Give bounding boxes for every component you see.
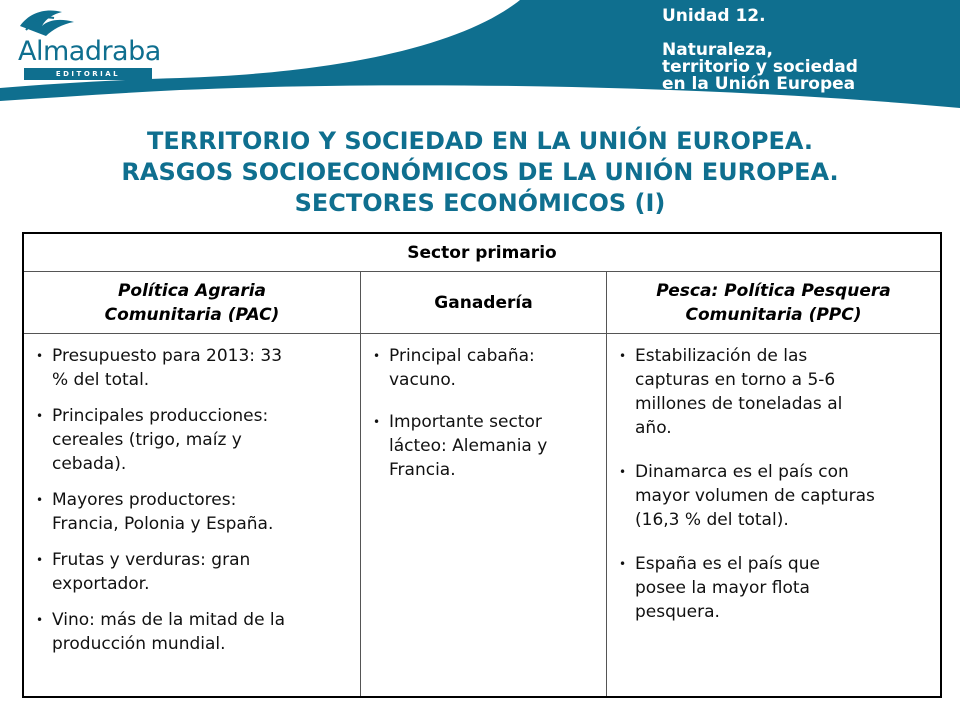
list-item-line: • Vino: más de la mitad de la (52, 610, 286, 630)
unit-label: Unidad 12. (662, 6, 766, 26)
list-item-line: pesquera. (635, 602, 720, 622)
list-item-line: • Frutas y verduras: gran (52, 550, 251, 570)
list-item (32, 404, 352, 476)
list-item-line: (16,3 % del total). (635, 510, 789, 530)
title-line: SECTORES ECONÓMICOS (I) (294, 189, 666, 217)
list-item (32, 344, 352, 392)
column-header-ppc (606, 272, 940, 334)
list-item-line: posee la mayor flota (635, 578, 810, 598)
logo-subtitle: EDITORIAL (24, 68, 152, 80)
column-header-line: Comunitaria (PAC) (104, 304, 280, 325)
list-item-line: capturas en torno a 5-6 (635, 370, 836, 390)
unit-subtitle-line: territorio y sociedad (662, 57, 858, 77)
sector-table (22, 232, 942, 698)
list-item-line: vacuno. (389, 370, 456, 390)
bullet-list (369, 344, 598, 482)
sector-header: Sector primario (24, 234, 940, 272)
column-header-line: Comunitaria (PPC) (685, 304, 862, 325)
list-item-line: % del total. (52, 370, 150, 390)
title-line: RASGOS SOCIOECONÓMICOS DE LA UNIÓN EUROPEA. (121, 158, 839, 186)
list-item (369, 410, 598, 482)
list-item-line: • Principales producciones: (52, 406, 269, 426)
bullet-list (615, 344, 932, 624)
list-item-line: lácteo: Alemania y (389, 436, 548, 456)
list-item-line: año. (635, 418, 672, 438)
bullet-list (32, 344, 352, 656)
page-title (0, 126, 960, 219)
column-header-ganaderia (360, 272, 606, 334)
list-item (32, 608, 352, 656)
publisher-logo (18, 6, 161, 78)
column-body-ppc (606, 334, 940, 696)
list-item-line: producción mundial. (52, 634, 226, 654)
list-item-line: millones de toneladas al (635, 394, 843, 414)
logo-wordmark: Almadraba (18, 36, 161, 67)
list-item-line: mayor volumen de capturas (635, 486, 875, 506)
logo-wave-icon (18, 6, 78, 38)
list-item-line: • Importante sector (389, 412, 542, 432)
list-item (32, 548, 352, 596)
list-item-line: cereales (trigo, maíz y (52, 430, 242, 450)
header-band (0, 0, 960, 108)
list-item-line: • España es el país que (635, 554, 820, 574)
unit-subtitle-line: en la Unión Europea (662, 74, 856, 94)
title-line: TERRITORIO Y SOCIEDAD EN LA UNIÓN EUROPEA. (146, 127, 814, 155)
list-item (32, 488, 352, 536)
list-item-line: Francia, Polonia y España. (52, 514, 274, 534)
unit-subtitle (662, 42, 942, 93)
list-item-line: Francia. (389, 460, 456, 480)
list-item-line: • Mayores productores: (52, 490, 237, 510)
list-item-line: • Presupuesto para 2013: 33 (52, 346, 283, 366)
unit-subtitle-line: Naturaleza, (662, 40, 773, 60)
list-item (369, 344, 598, 392)
column-header-pac (24, 272, 360, 334)
column-header-line: Pesca: Política Pesquera (656, 280, 891, 301)
column-body-ganaderia (360, 334, 606, 696)
column-header-line: Ganadería (434, 292, 533, 313)
column-body-pac (24, 334, 360, 696)
list-item (615, 460, 932, 532)
list-item-line: exportador. (52, 574, 150, 594)
list-item-line: • Principal cabaña: (389, 346, 535, 366)
column-header-line: Política Agraria (117, 280, 267, 301)
list-item-line: • Estabilización de las (635, 346, 808, 366)
list-item-line: cebada). (52, 454, 127, 474)
list-item (615, 344, 932, 440)
list-item-line: • Dinamarca es el país con (635, 462, 849, 482)
list-item (615, 552, 932, 624)
